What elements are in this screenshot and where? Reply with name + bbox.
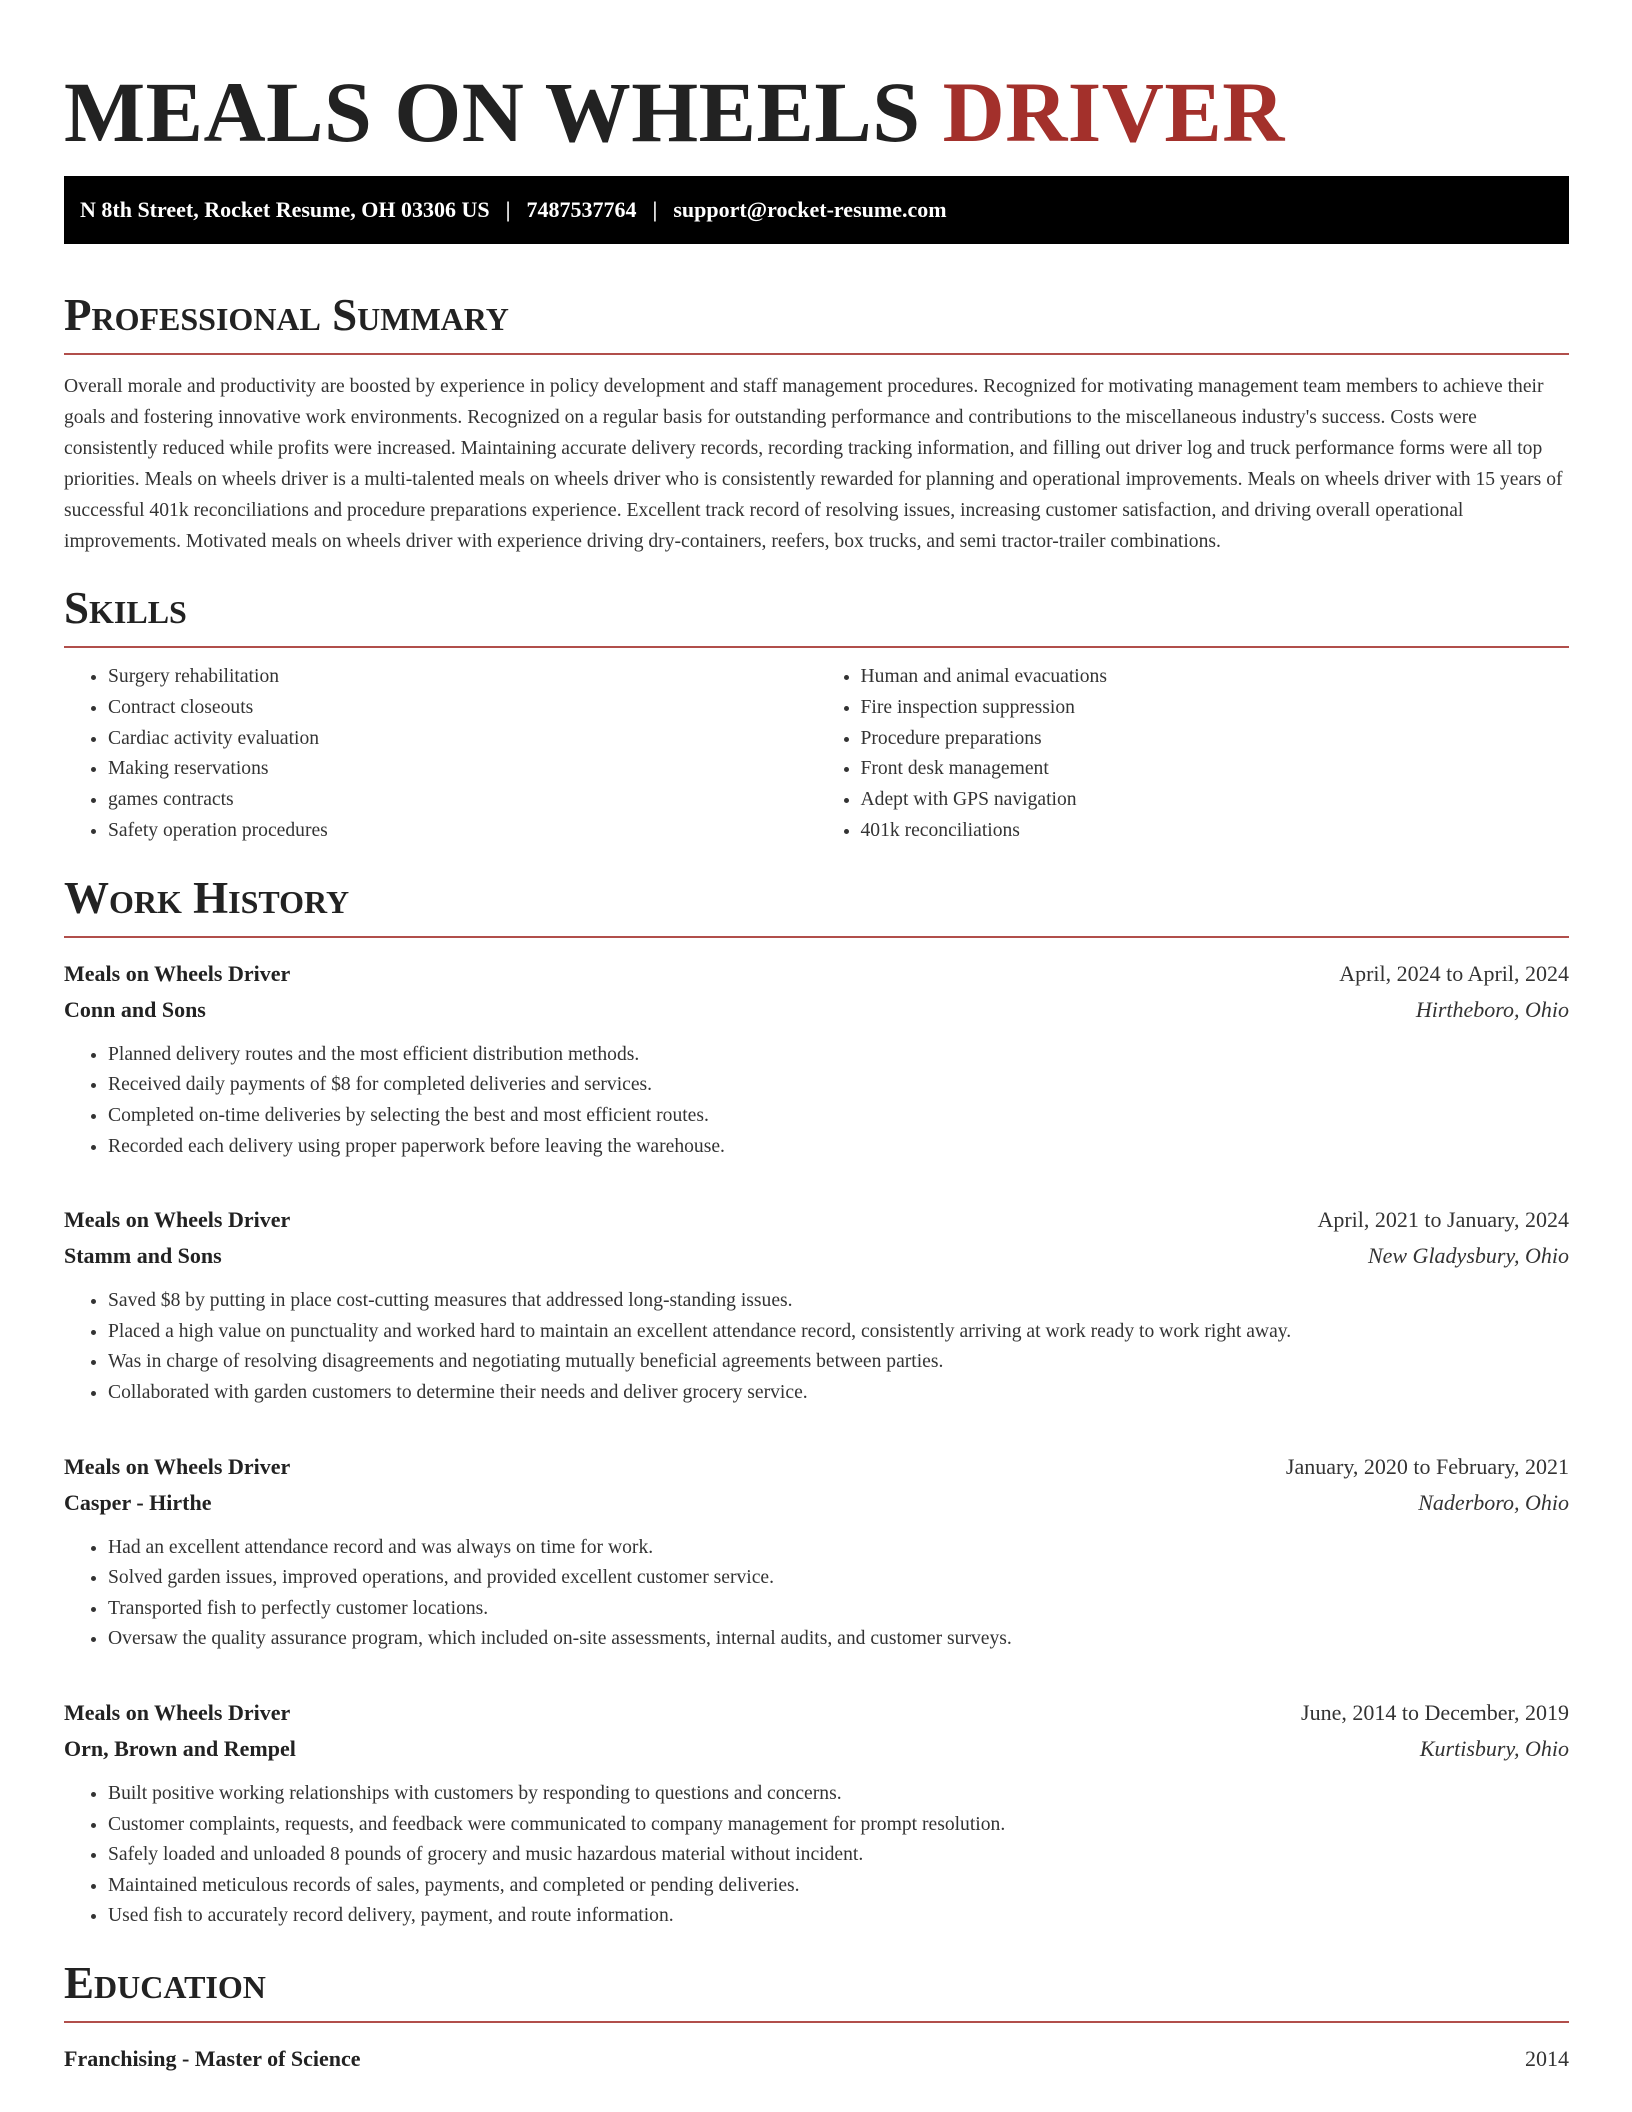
name-accent: DRIVER — [942, 64, 1285, 160]
contact-separator: | — [652, 197, 658, 222]
section-title: Skills — [64, 583, 187, 633]
summary-text: Overall morale and productivity are boosted by experience in policy development and staff management procedures. Recognized for motivating management team members to achieve their goals and fostering innovative work environments. Recognized on a regular basis for outstanding performance and contributions to the miscellaneous industry's success. Costs were consistently reduced while profits were increased. Maintaining accurate delivery records, recording tracking information, and filling out driver log and truck performance forms were all top priorities. Meals on wheels driver is a multi-talented meals on wheels driver who is consistently rewarded for planning and operational improvements. Meals on wheels driver with 15 years of successful 401k reconciliations and procedure preparations experience. Excellent track record of resolving issues, increasing customer satisfaction, and driving overall operational improvements. Motivated meals on wheels driver with experience driving dry-containers, reefers, box trucks, and semi tractor-trailer combinations. — [64, 376, 1563, 552]
section-divider — [64, 353, 1569, 355]
job-bullets — [64, 1286, 1569, 1408]
job-title: Meals on Wheels Driver — [64, 1207, 291, 1233]
job-bullet: • Used fish to accurately record delivery, payment, and route information. — [108, 1901, 1569, 1932]
job-bullet: • Oversaw the quality assurance program, which included on-site assessments, internal audits, and customer surveys. — [108, 1624, 1569, 1655]
skill-item: • Surgery rehabilitation — [108, 662, 817, 693]
job-bullet: • Recorded each delivery using proper paperwork before leaving the warehouse. — [108, 1132, 1569, 1163]
contact-phone: 7487537764 — [526, 197, 637, 222]
contact-bar — [64, 176, 1569, 244]
contact-email: support@rocket-resume.com — [673, 197, 947, 222]
job-company: Stamm and Sons — [64, 1243, 222, 1269]
skill-item: • Safety operation procedures — [108, 816, 817, 847]
job-bullet: • Planned delivery routes and the most efficient distribution methods. — [108, 1040, 1569, 1071]
job-bullets — [64, 1779, 1569, 1932]
job-bullet: • Had an excellent attendance record and was always on time for work. — [108, 1533, 1569, 1564]
section-divider — [64, 646, 1569, 648]
summary-section — [64, 290, 1569, 557]
job-dates: April, 2021 to January, 2024 — [1317, 1207, 1569, 1233]
skill-item: • Cardiac activity evaluation — [108, 724, 817, 755]
job-bullet: • Completed on-time deliveries by selecting the best and most efficient routes. — [108, 1101, 1569, 1132]
job-title: Meals on Wheels Driver — [64, 1699, 291, 1725]
section-title: Education — [64, 1957, 266, 2008]
skill-item: • Adept with GPS navigation — [861, 785, 1570, 816]
job-location: Naderboro, Ohio — [1418, 1489, 1569, 1515]
job-bullets — [64, 1533, 1569, 1655]
section-title: Work History — [64, 872, 350, 923]
job-bullet: • Transported fish to perfectly customer locations. — [108, 1594, 1569, 1625]
job-dates: April, 2024 to April, 2024 — [1339, 960, 1569, 986]
job-bullet: • Collaborated with garden customers to determine their needs and deliver grocery service. — [108, 1378, 1569, 1409]
job-bullet: • Solved garden issues, improved operations, and provided excellent customer service. — [108, 1563, 1569, 1594]
job-entry — [64, 1202, 1569, 1408]
skill-item: • games contracts — [108, 785, 817, 816]
job-bullet: • Customer complaints, requests, and feedback were communicated to company management for prompt resolution. — [108, 1810, 1569, 1841]
name-main: MEALS ON WHEELS — [64, 64, 943, 160]
education-section — [64, 1958, 1569, 2077]
skills-section — [64, 583, 1569, 847]
job-company: Orn, Brown and Rempel — [64, 1735, 296, 1761]
job-bullet: • Maintained meticulous records of sales, payments, and completed or pending deliveries. — [108, 1871, 1569, 1902]
contact-address: N 8th Street, Rocket Resume, OH 03306 US — [80, 197, 490, 222]
skill-item: • Contract closeouts — [108, 693, 817, 724]
job-entry — [64, 956, 1569, 1162]
job-bullet: • Built positive working relationships with customers by responding to questions and concerns. — [108, 1779, 1569, 1810]
job-entry — [64, 1449, 1569, 1655]
job-location: Hirtheboro, Ohio — [1415, 996, 1569, 1022]
resume-name — [64, 62, 1569, 162]
job-bullet: • Placed a high value on punctuality and worked hard to maintain an excellent attendance record, consistently arriving at work ready to work right away. — [108, 1317, 1569, 1348]
job-title: Meals on Wheels Driver — [64, 1453, 291, 1479]
education-year: 2014 — [1525, 2045, 1569, 2071]
skill-item: • Front desk management — [861, 754, 1570, 785]
job-location: Kurtisbury, Ohio — [1419, 1735, 1569, 1761]
skills-column-left — [64, 662, 817, 847]
job-bullets — [64, 1040, 1569, 1162]
work-history-section — [64, 873, 1569, 1932]
job-bullet: • Was in charge of resolving disagreements and negotiating mutually beneficial agreements between parties. — [108, 1347, 1569, 1378]
job-dates: June, 2014 to December, 2019 — [1301, 1699, 1569, 1725]
skill-item: • Human and animal evacuations — [861, 662, 1570, 693]
job-company: Conn and Sons — [64, 996, 206, 1022]
job-location: New Gladysbury, Ohio — [1367, 1243, 1569, 1269]
education-entry — [64, 2041, 1569, 2077]
skill-item: • Making reservations — [108, 754, 817, 785]
skill-item: • Procedure preparations — [861, 724, 1570, 755]
skills-list — [64, 662, 1569, 847]
job-bullet: • Safely loaded and unloaded 8 pounds of grocery and music hazardous material without incident. — [108, 1840, 1569, 1871]
job-title: Meals on Wheels Driver — [64, 960, 291, 986]
education-degree: Franchising - Master of Science — [64, 2045, 361, 2071]
job-entry — [64, 1695, 1569, 1932]
contact-separator: | — [505, 197, 511, 222]
skills-column-right — [817, 662, 1570, 847]
skill-item: • 401k reconciliations — [861, 816, 1570, 847]
section-title: Professional Summary — [64, 290, 509, 340]
job-bullet: • Received daily payments of $8 for completed deliveries and services. — [108, 1070, 1569, 1101]
job-dates: January, 2020 to February, 2021 — [1285, 1453, 1569, 1479]
skill-item: • Fire inspection suppression — [861, 693, 1570, 724]
section-divider — [64, 2021, 1569, 2023]
section-divider — [64, 936, 1569, 938]
job-bullet: • Saved $8 by putting in place cost-cutting measures that addressed long-standing issues. — [108, 1286, 1569, 1317]
job-company: Casper - Hirthe — [64, 1489, 212, 1515]
